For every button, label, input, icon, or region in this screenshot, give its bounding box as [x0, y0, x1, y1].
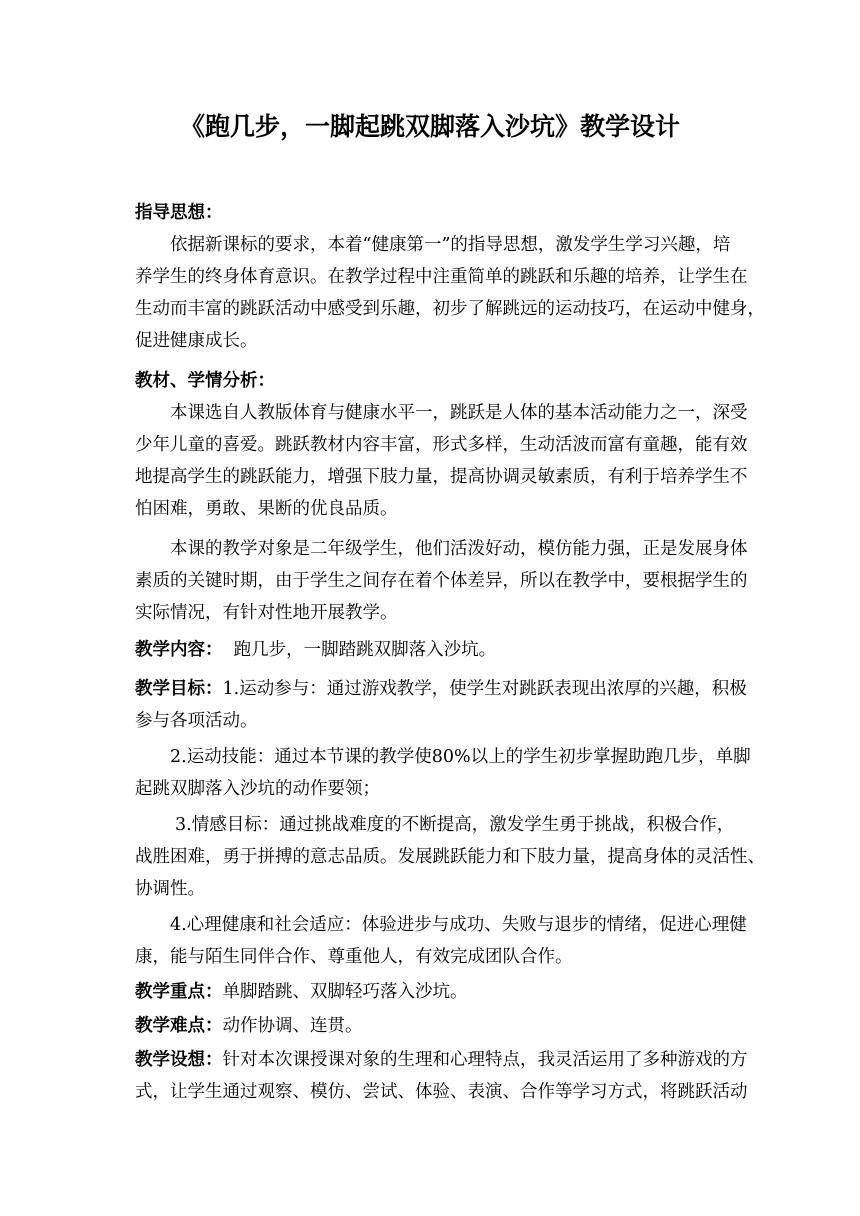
- paragraph-line: 依据新课标的要求，本着“健康第一”的指导思想，激发学生学习兴趣，培: [170, 235, 731, 255]
- paragraph-line: 素质的关键时期，由于学生之间存在着个体差异，所以在教学中，要根据学生的: [135, 571, 748, 591]
- paragraph-line: 参与各项活动。: [135, 711, 258, 731]
- paragraph-line: 地提高学生的跳跃能力，增强下肢力量，提高协调灵敏素质，有利于培养学生不: [135, 467, 748, 487]
- paragraph-line: 式，让学生通过观察、模仿、尝试、体验、表演、合作等学习方式，将跳跃活动: [135, 1082, 748, 1102]
- paragraph-line: 4.心理健康和社会适应：体验进步与成功、失败与退步的情绪，促进心理健: [170, 915, 747, 935]
- teaching-difficulty-label: 教学难点：: [135, 1016, 223, 1036]
- teaching-difficulty-line: [135, 1014, 363, 1038]
- paragraph-line: 2.运动技能：通过本节课的教学使80%以上的学生初步掌握助跑几步，单脚: [170, 747, 751, 767]
- teaching-goal-line: [135, 677, 747, 701]
- teaching-difficulty-text: 动作协调、连贯。: [222, 1016, 363, 1036]
- paragraph-line: 少年儿童的喜爱。跳跃教材内容丰富，形式多样，生动活波而富有童趣，能有效: [135, 435, 748, 455]
- teaching-content-text: 跑几步，一脚踏跳双脚落入沙坑。: [222, 640, 497, 660]
- document-title: 《跑几步，一脚起跳双脚落入沙坑》教学设计: [179, 112, 680, 141]
- heading-material-analysis: 教材、学情分析：: [135, 371, 275, 391]
- teaching-goal-label: 教学目标：: [135, 679, 223, 699]
- teaching-content-line: [135, 638, 496, 662]
- paragraph-line: 协调性。: [135, 879, 205, 899]
- paragraph-line: 3.情感目标：通过挑战难度的不断提高，激发学生勇于挑战，积极合作，: [175, 815, 735, 835]
- teaching-concept-text: 针对本次课授课对象的生理和心理特点，我灵活运用了多种游戏的方: [222, 1050, 748, 1070]
- teaching-content-label: 教学内容：: [135, 640, 223, 660]
- paragraph-line: 怕困难，勇敢、果断的优良品质。: [135, 499, 398, 519]
- heading-guiding-thought: 指导思想：: [135, 203, 223, 223]
- paragraph-line: 生动而丰富的跳跃活动中感受到乐趣，初步了解跳远的运动技巧，在运动中健身，: [135, 299, 765, 319]
- teaching-key-point-label: 教学重点：: [135, 982, 223, 1002]
- paragraph-line: 本课的教学对象是二年级学生，他们活泼好动，模仿能力强，正是发展身体: [170, 539, 748, 559]
- teaching-key-point-text: 单脚踏跳、双脚轻巧落入沙坑。: [222, 982, 468, 1002]
- teaching-key-point-line: [135, 980, 468, 1004]
- teaching-goal-text: 1.运动参与：通过游戏教学，使学生对跳跃表现出浓厚的兴趣，积极: [222, 679, 747, 699]
- paragraph-line: 康，能与陌生同伴合作、尊重他人，有效完成团队合作。: [135, 947, 573, 967]
- paragraph-line: 实际情况，有针对性地开展教学。: [135, 603, 398, 623]
- paragraph-line: 起跳双脚落入沙坑的动作要领；: [135, 779, 380, 799]
- paragraph-line: 促进健康成长。: [135, 331, 258, 351]
- teaching-concept-line: [135, 1048, 748, 1072]
- paragraph-line: 本课选自人教版体育与健康水平一，跳跃是人体的基本活动能力之一，深受: [170, 403, 748, 423]
- paragraph-line: 战胜困难，勇于拼搏的意志品质。发展跳跃能力和下肢力量，提高身体的灵活性、: [135, 847, 765, 867]
- teaching-concept-label: 教学设想：: [135, 1050, 223, 1070]
- paragraph-line: 养学生的终身体育意识。在教学过程中注重简单的跳跃和乐趣的培养，让学生在: [135, 267, 748, 287]
